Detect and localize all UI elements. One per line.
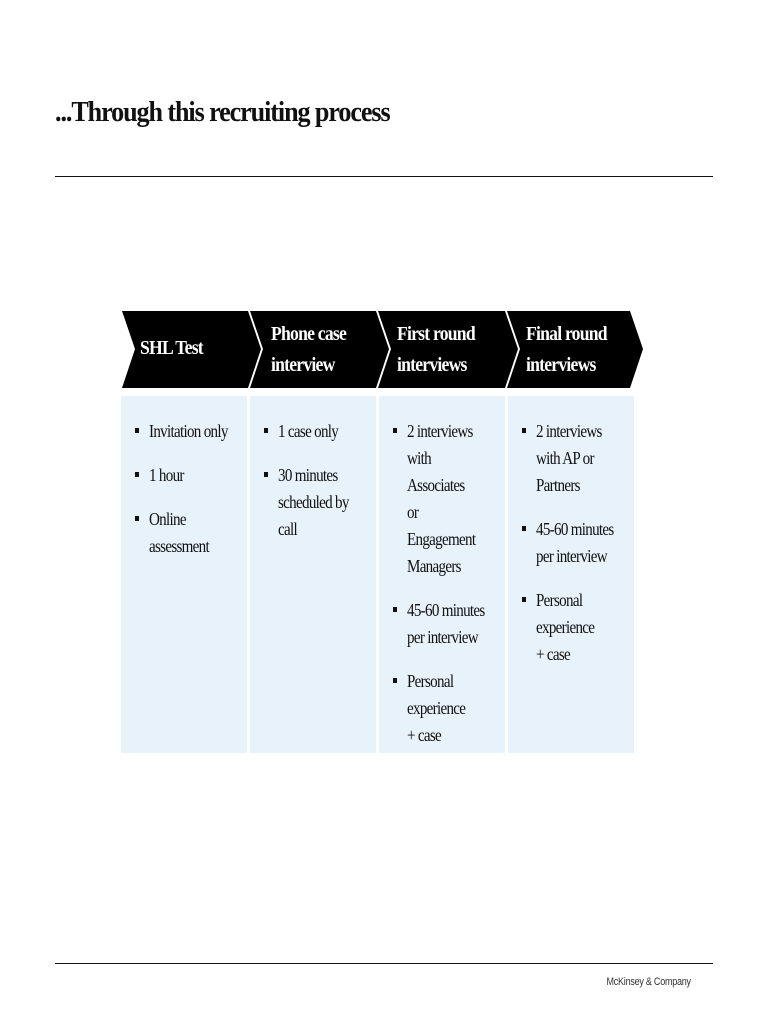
stage-2-bullet-list <box>264 418 372 560</box>
list-item: 1 case only <box>264 418 372 445</box>
footer-company-name: McKinsey & Company <box>606 976 691 988</box>
stage-3-bullet-list <box>393 418 501 766</box>
page-title: ...Through this recruiting process <box>55 96 390 128</box>
list-item: Invitation only <box>135 418 243 445</box>
list-item: 2 interviews with AP or Partners <box>522 418 630 499</box>
bullet-icon <box>264 472 268 477</box>
stage-2-label: Phone case interview <box>271 323 347 376</box>
bullet-icon <box>393 607 397 612</box>
list-item: 2 interviews with Associates or Engagement Managers <box>393 418 501 580</box>
stage-4-label: Final round interviews <box>526 323 607 376</box>
bullet-icon <box>522 428 526 433</box>
bullet-icon <box>135 472 139 477</box>
stage-2-details <box>250 396 376 753</box>
bullet-icon <box>522 597 526 602</box>
list-item: 45-60 minutes per interview <box>522 516 630 570</box>
bullet-icon <box>393 428 397 433</box>
bullet-icon <box>522 526 526 531</box>
stage-3-label: First round interviews <box>397 323 475 376</box>
stage-4-bullet-list <box>522 418 630 685</box>
stage-4-details <box>508 396 634 753</box>
list-item: Personal experience + case <box>393 668 501 749</box>
list-item: Online assessment <box>135 506 243 560</box>
bullet-icon <box>264 428 268 433</box>
stage-3-details <box>379 396 505 753</box>
footer-divider <box>55 963 713 964</box>
bullet-icon <box>135 516 139 521</box>
list-item: 45-60 minutes per interview <box>393 597 501 651</box>
stage-1-bullet-list <box>135 418 243 577</box>
list-item: Personal experience + case <box>522 587 630 668</box>
bullet-icon <box>393 678 397 683</box>
stage-1-label: SHL Test <box>140 337 203 359</box>
list-item: 1 hour <box>135 462 243 489</box>
bullet-icon <box>135 428 139 433</box>
list-item: 30 minutes scheduled by call <box>264 462 372 543</box>
stage-1-details <box>121 396 247 753</box>
